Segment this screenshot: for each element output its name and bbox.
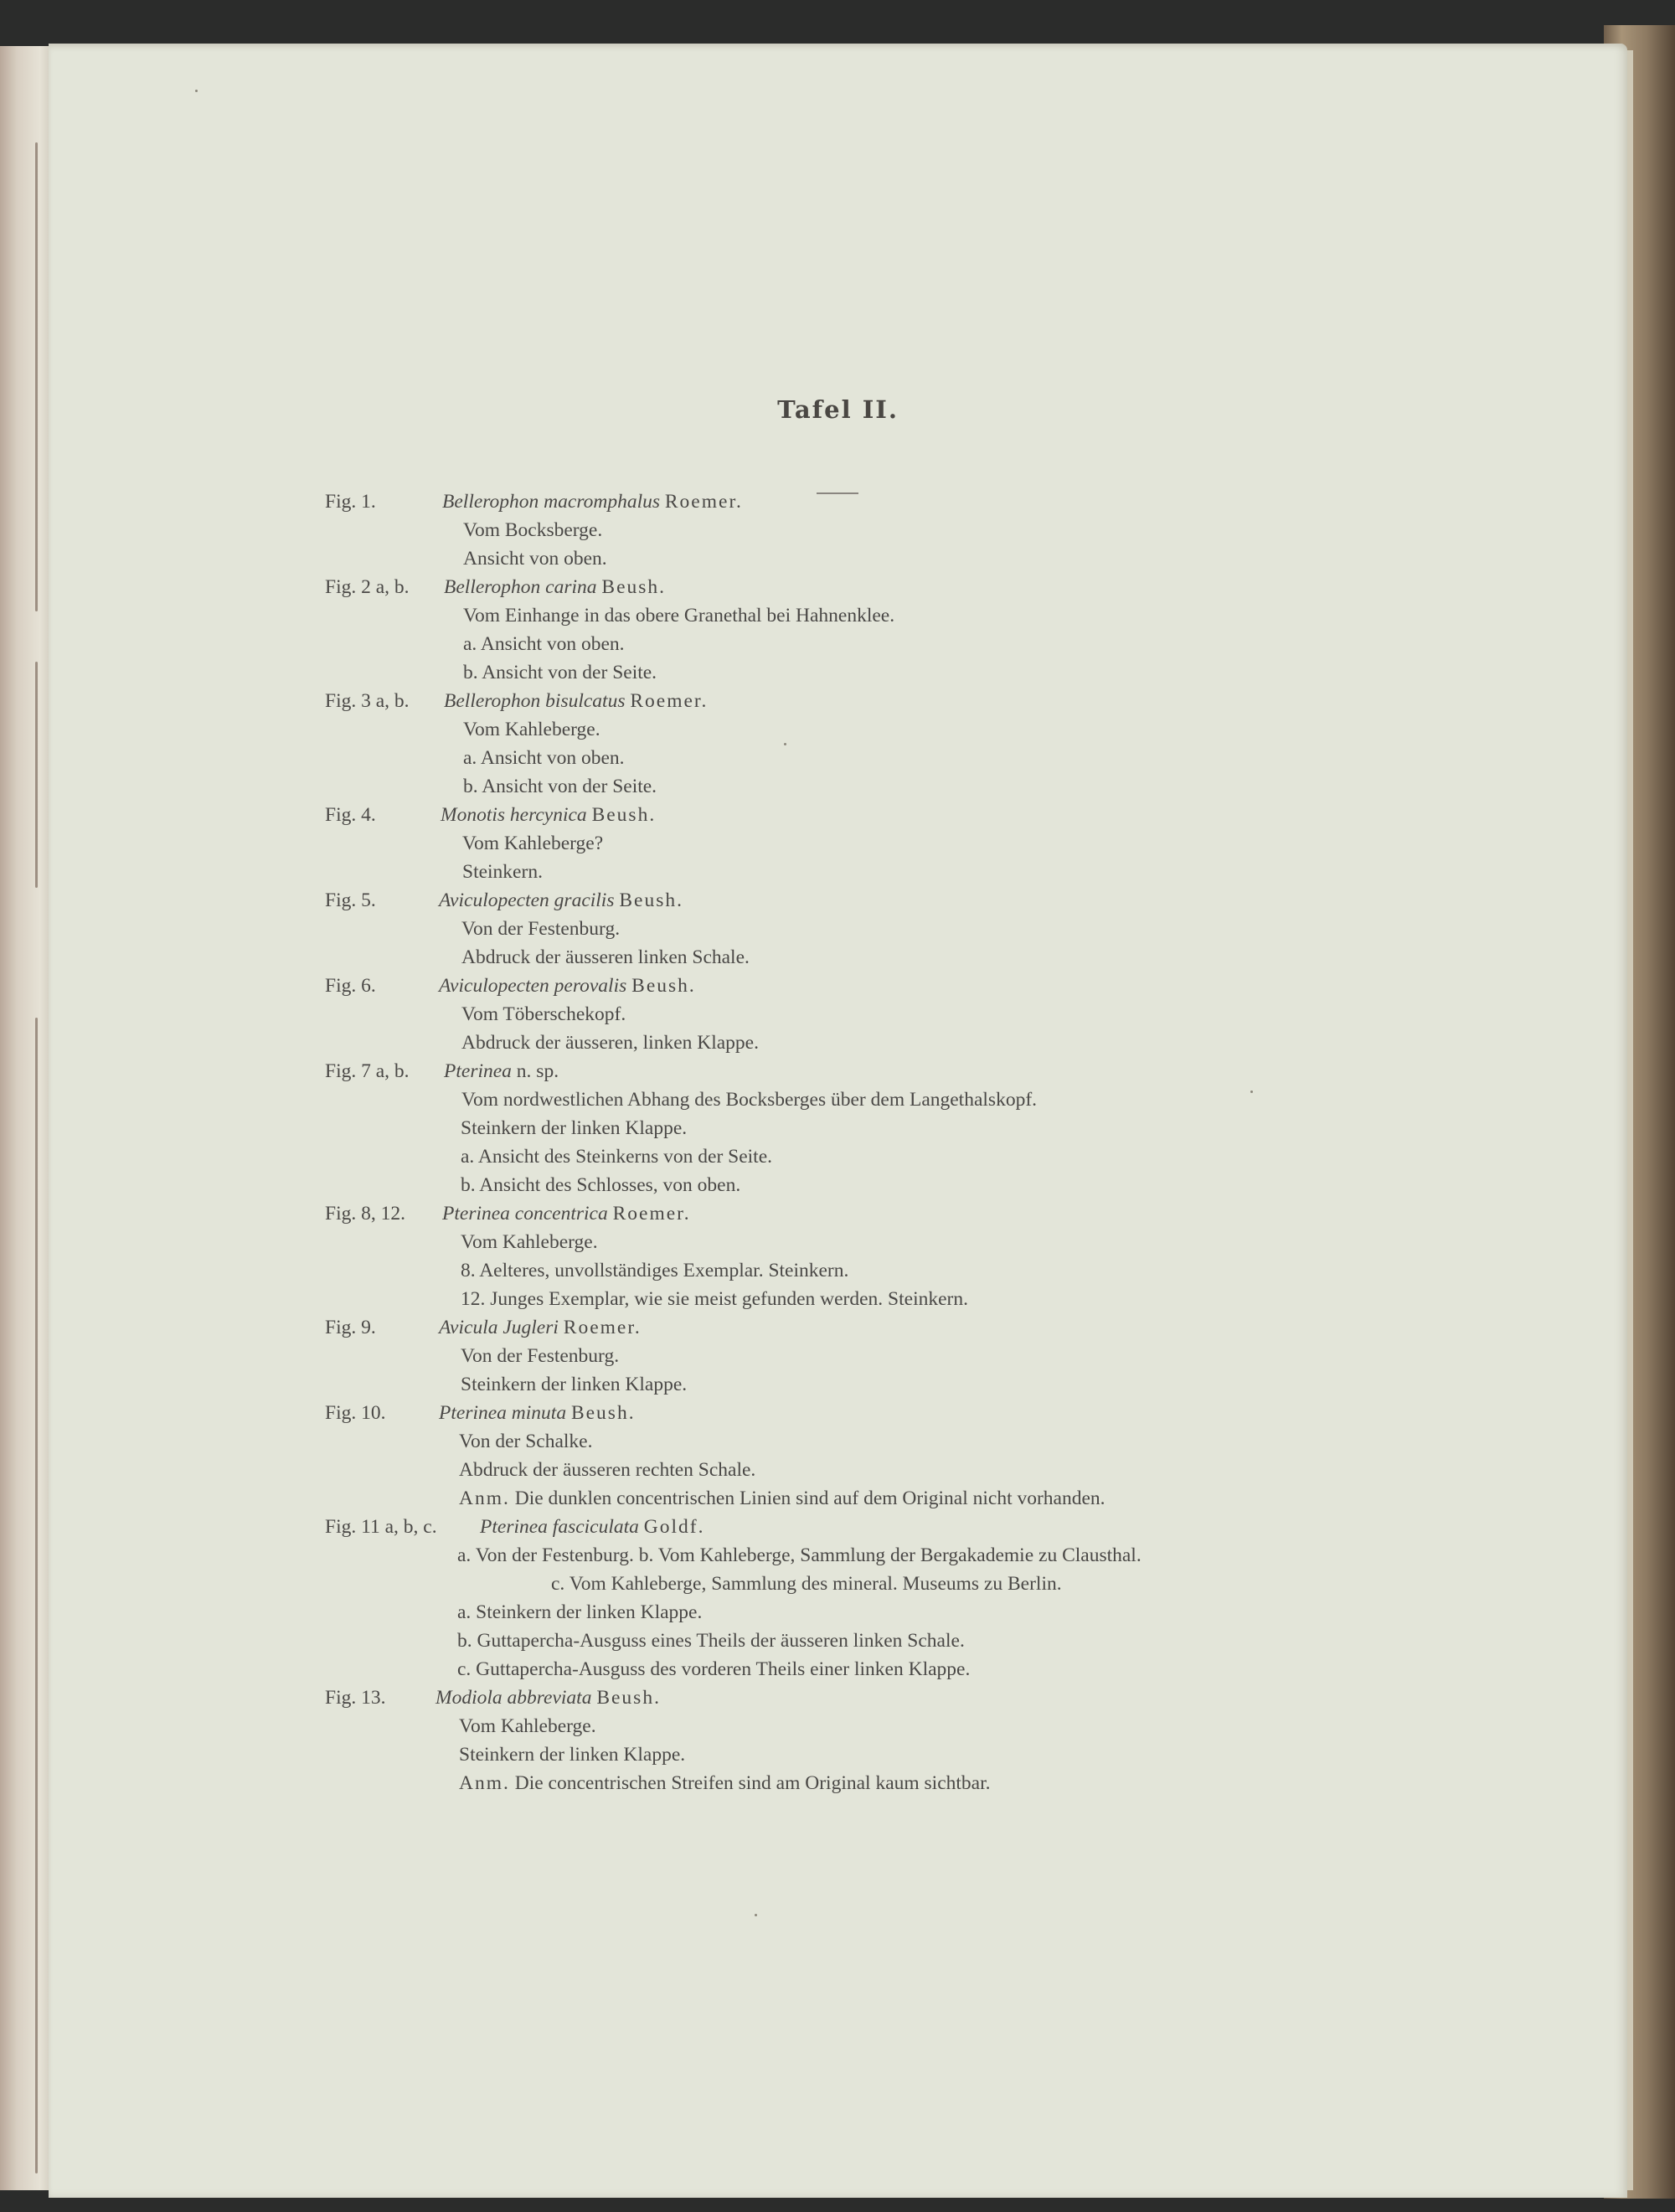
species-name: Aviculopecten gracilis (439, 889, 615, 911)
author: Goldf. (643, 1516, 705, 1538)
detail-line: Steinkern der linken Klappe. (459, 1744, 686, 1766)
fig-caption (480, 1513, 705, 1541)
fig-label: Fig. 2 a, b. (325, 576, 410, 598)
fig-label: Fig. 13. (325, 1687, 386, 1709)
author: Roemer. (612, 1203, 691, 1225)
detail-line: c. Guttapercha-Ausguss des vorderen Theils einer linken Klappe. (457, 1658, 971, 1680)
author: Beush. (631, 975, 696, 997)
note-line (459, 1484, 1106, 1513)
fig-label: Fig. 5. (325, 889, 376, 911)
fig-label: Fig. 3 a, b. (325, 690, 410, 712)
note-text: Die dunklen concentrischen Linien sind auf dem Original nicht vorhanden. (514, 1488, 1106, 1509)
binding-groove (35, 662, 38, 888)
detail-line: Vom Kahleberge? (462, 833, 604, 854)
detail-line: c. Vom Kahleberge, Sammlung des mineral. Museums zu Berlin. (551, 1573, 1062, 1595)
species-name: Monotis hercynica (441, 804, 587, 826)
author: Roemer. (630, 690, 709, 712)
detail-line: a. Von der Festenburg. b. Vom Kahleberge, Sammlung der Bergakademie zu Clausthal. (457, 1544, 1142, 1566)
detail-line: b. Ansicht von der Seite. (463, 776, 657, 797)
detail-line: Vom Kahleberge. (461, 1231, 598, 1253)
fig-label: Fig. 9. (325, 1317, 376, 1338)
fig-caption (444, 573, 666, 601)
detail-line: Von der Schalke. (459, 1431, 593, 1452)
detail-line: Abdruck der äusseren rechten Schale. (459, 1459, 756, 1481)
detail-line: b. Guttapercha-Ausguss eines Theils der äusseren linken Schale. (457, 1630, 965, 1652)
detail-line: Abdruck der äusseren, linken Klappe. (461, 1032, 759, 1054)
detail-line: b. Ansicht des Schlosses, von oben. (461, 1174, 741, 1196)
binding-groove (35, 142, 38, 611)
note-label: Anm. (459, 1488, 510, 1509)
binding-groove (35, 1018, 38, 2173)
species-name: Avicula Jugleri (439, 1317, 559, 1338)
note-label: Anm. (459, 1772, 510, 1794)
detail-line: Vom Einhange in das obere Granethal bei Hahnenklee. (463, 605, 895, 626)
species-name: Bellerophon macromphalus (442, 491, 660, 513)
detail-line: Steinkern der linken Klappe. (461, 1117, 688, 1139)
fig-caption (439, 1313, 642, 1342)
fig-caption (444, 1057, 559, 1085)
detail-line: Vom Kahleberge. (459, 1715, 596, 1737)
title-rule (817, 492, 858, 494)
fig-label: Fig. 11 a, b, c. (325, 1516, 437, 1538)
author: Beush. (570, 1402, 636, 1424)
fig-label: Fig. 4. (325, 804, 376, 826)
species-name: Modiola abbreviata (436, 1687, 592, 1709)
note-line (459, 1769, 991, 1797)
detail-line: a. Ansicht von oben. (463, 633, 625, 655)
fig-label: Fig. 8, 12. (325, 1203, 405, 1225)
paper-speck (784, 743, 786, 745)
fig-label: Fig. 6. (325, 975, 376, 997)
paper-speck (1250, 1091, 1253, 1093)
detail-line: Abdruck der äusseren linken Schale. (461, 946, 750, 968)
species-name: Bellerophon bisulcatus (444, 690, 626, 712)
detail-line: 12. Junges Exemplar, wie sie meist gefunden werden. Steinkern. (461, 1288, 968, 1310)
detail-line: Steinkern. (462, 861, 543, 883)
detail-line: a. Ansicht des Steinkerns von der Seite. (461, 1146, 773, 1168)
species-name: Pterinea concentrica (442, 1203, 608, 1225)
fig-label: Fig. 1. (325, 491, 376, 513)
fig-caption (439, 886, 683, 915)
detail-line: Vom Töberschekopf. (461, 1003, 626, 1025)
detail-line: Von der Festenburg. (461, 1345, 620, 1367)
fig-caption (439, 1399, 636, 1427)
fig-label: Fig. 7 a, b. (325, 1060, 410, 1082)
fig-caption (444, 687, 708, 715)
fig-caption (441, 801, 656, 829)
fig-caption (442, 487, 743, 516)
fig-caption (436, 1683, 661, 1712)
author: Roemer. (563, 1317, 642, 1338)
author: Beush. (596, 1687, 661, 1709)
detail-line: a. Ansicht von oben. (463, 747, 625, 769)
note-text: Die concentrischen Streifen sind am Original kaum sichtbar. (514, 1772, 991, 1794)
detail-line: 8. Aelteres, unvollständiges Exemplar. Steinkern. (461, 1260, 849, 1281)
detail-line: Vom Bocksberge. (463, 519, 603, 541)
detail-line: Vom nordwestlichen Abhang des Bocksberges über dem Langethalskopf. (461, 1089, 1038, 1111)
detail-line: a. Steinkern der linken Klappe. (457, 1601, 703, 1623)
detail-line: Steinkern der linken Klappe. (461, 1374, 688, 1395)
fig-label: Fig. 10. (325, 1402, 386, 1424)
species-name: Pterinea (444, 1060, 512, 1082)
species-name: Pterinea fasciculata (480, 1516, 639, 1538)
paper-speck (195, 90, 198, 92)
fig-caption (442, 1199, 691, 1228)
author: Beush. (601, 576, 667, 598)
fig-caption (439, 972, 696, 1000)
plate-title: Tafel II. (777, 395, 899, 424)
author: Beush. (619, 889, 683, 911)
detail-line: Vom Kahleberge. (463, 719, 600, 740)
paper-speck (755, 1914, 757, 1916)
detail-line: b. Ansicht von der Seite. (463, 662, 657, 683)
species-name: Pterinea minuta (439, 1402, 567, 1424)
author: Beush. (591, 804, 657, 826)
author: n. sp. (516, 1060, 559, 1082)
detail-line: Ansicht von oben. (463, 548, 607, 570)
detail-line: Von der Festenburg. (461, 918, 621, 940)
page (49, 44, 1627, 2198)
species-name: Aviculopecten perovalis (439, 975, 627, 997)
species-name: Bellerophon carina (444, 576, 597, 598)
author: Roemer. (664, 491, 743, 513)
